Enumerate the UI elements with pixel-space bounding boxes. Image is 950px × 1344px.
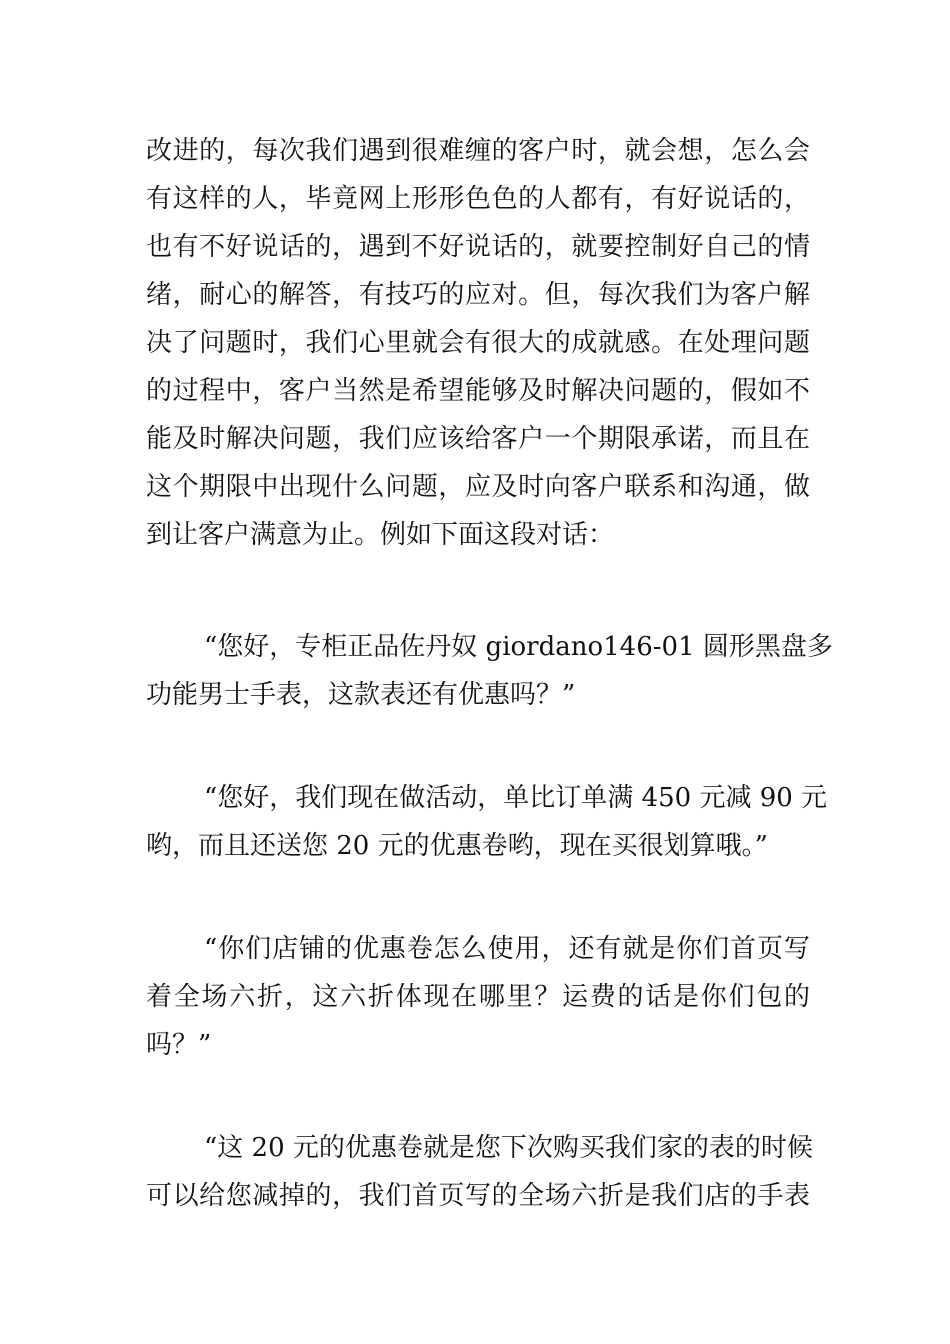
text-line: 绪，耐心的解答，有技巧的应对。但，每次我们为客户解 [146,280,810,310]
text-line: 决了问题时，我们心里就会有很大的成就感。在处理问题 [146,328,810,358]
text-line: “您好，我们现在做活动，单比订单满 450 元减 90 元 [204,783,828,813]
text-line: 的过程中，客户当然是希望能够及时解决问题的，假如不 [146,376,810,406]
text-line: 也有不好说话的，遇到不好说话的，就要控制好自己的情 [146,232,810,262]
text-line: “你们店铺的优惠卷怎么使用，还有就是你们首页写 [204,934,810,964]
text-line: 功能男士手表，这款表还有优惠吗？” [146,680,576,710]
text-line: 到让客户满意为止。例如下面这段对话： [146,520,615,550]
text-line: 能及时解决问题，我们应该给客户一个期限承诺，而且在 [146,424,810,454]
text-line: 改进的，每次我们遇到很难缠的客户时，就会想，怎么会 [146,136,810,166]
text-line: 吗？” [146,1030,212,1060]
text-line: 着全场六折，这六折体现在哪里？运费的话是你们包的 [146,982,810,1012]
text-line: “您好，专柜正品佐丹奴 giordano146-01 圆形黑盘多 [204,632,833,662]
text-line: 有这样的人，毕竟网上形形色色的人都有，有好说话的， [146,184,810,214]
text-line: 哟，而且还送您 20 元的优惠卷哟，现在买很划算哦。” [146,831,768,861]
text-line: 这个期限中出现什么问题，应及时向客户联系和沟通，做 [146,472,810,502]
text-line: 可以给您减掉的，我们首页写的全场六折是我们店的手表 [146,1181,810,1211]
text-line: “这 20 元的优惠卷就是您下次购买我们家的表的时候 [204,1133,813,1163]
